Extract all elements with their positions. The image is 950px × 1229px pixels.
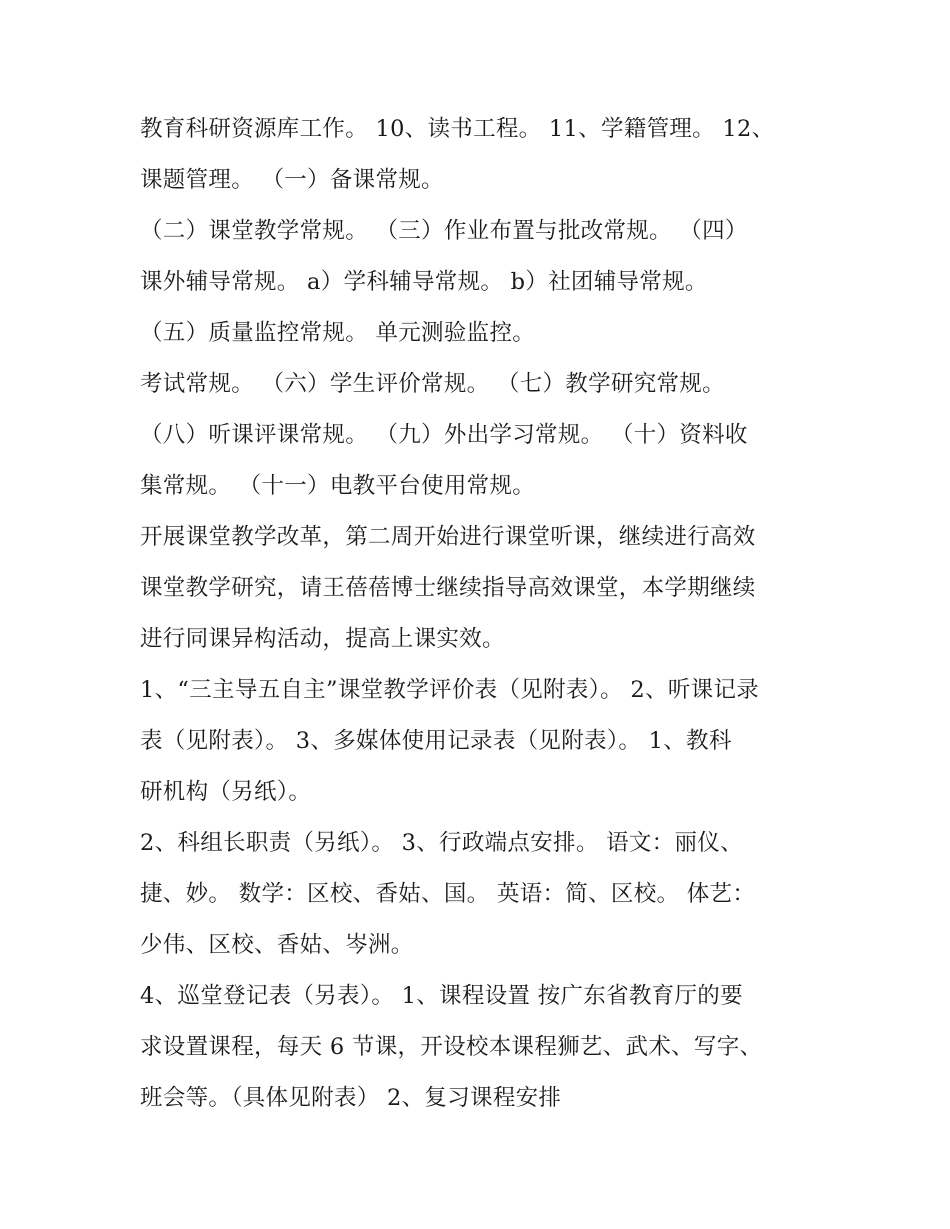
text-line: 课外辅导常规。 a）学科辅导常规。 b）社团辅导常规。 xyxy=(140,269,708,295)
text-line: 课题管理。 （一）备课常规。 xyxy=(140,167,444,193)
text-line: 1、“三主导五自主”课堂教学评价表（见附表）。 2、听课记录 xyxy=(140,677,760,703)
text-line: （八）听课评课常规。 （九）外出学习常规。 （十）资料收 xyxy=(140,422,748,448)
text-line: （五）质量监控常规。 单元测验监控。 xyxy=(140,320,536,346)
text-line: 捷、妙。 数学：区校、香姑、国。 英语：简、区校。 体艺： xyxy=(140,881,756,907)
text-line: 集常规。 （十一）电教平台使用常规。 xyxy=(140,473,536,499)
text-line: 进行同课异构活动，提高上课实效。 xyxy=(140,626,505,652)
text-line: 少伟、区校、香姑、岑洲。 xyxy=(140,932,414,958)
document-body xyxy=(140,104,830,1124)
text-line: 表（见附表）。 3、多媒体使用记录表（见附表）。 1、教科 xyxy=(140,728,732,754)
text-line: 4、巡堂登记表（另表）。 1、课程设置 按广东省教育厅的要 xyxy=(140,983,743,1009)
text-line: 2、科组长职责（另纸）。 3、行政端点安排。 语文：丽仪、 xyxy=(140,830,743,856)
text-line: 教育科研资源库工作。 10、读书工程。 11、学籍管理。 12、 xyxy=(140,116,775,142)
text-line: 研机构（另纸）。 xyxy=(140,779,312,805)
text-line: 班会等。（具体见附表） 2、复习课程安排 xyxy=(140,1085,562,1111)
text-line: 考试常规。 （六）学生评价常规。 （七）教学研究常规。 xyxy=(140,371,725,397)
text-line: 求设置课程，每天 6 节课，开设校本课程狮艺、武术、写字、 xyxy=(140,1034,763,1060)
text-line: 课堂教学研究，请王蓓蓓博士继续指导高效课堂，本学期继续 xyxy=(140,575,756,601)
text-line: （二）课堂教学常规。 （三）作业布置与批改常规。 （四） xyxy=(140,218,748,244)
text-line: 开展课堂教学改革，第二周开始进行课堂听课，继续进行高效 xyxy=(140,524,756,550)
